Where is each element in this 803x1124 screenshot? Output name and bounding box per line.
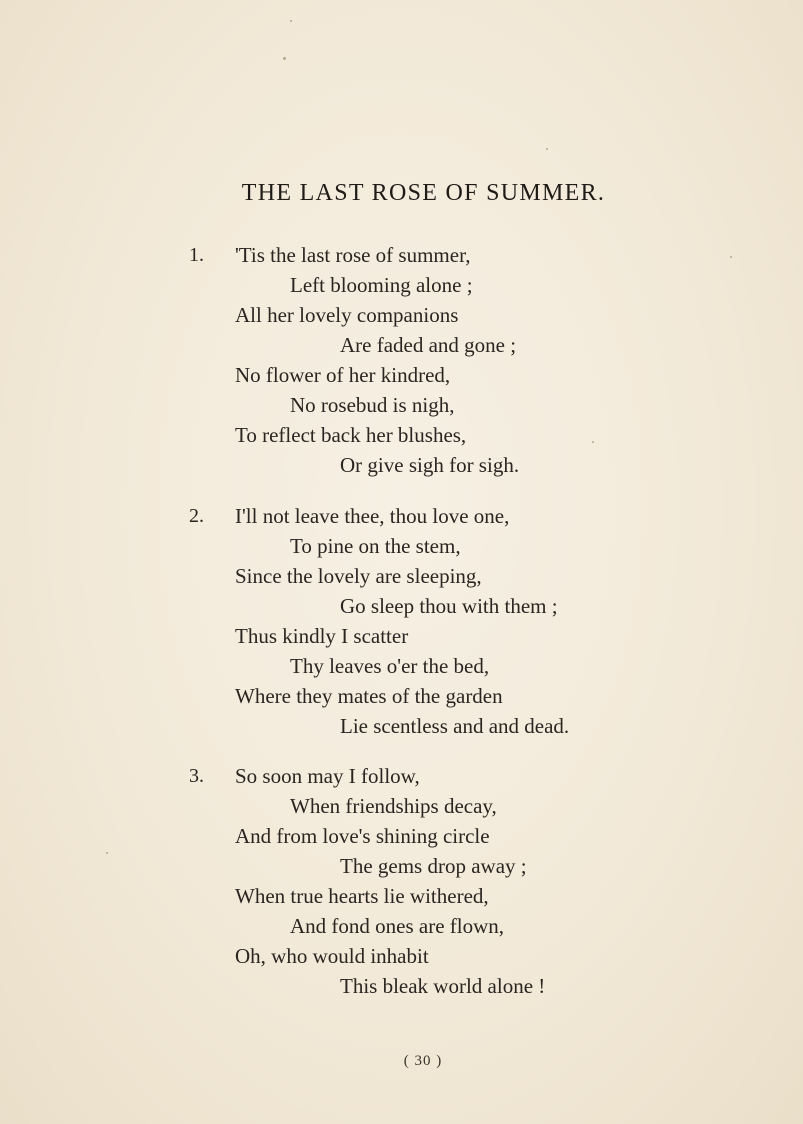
verse-line: This bleak world alone ! [340,974,546,998]
paper-speck [283,57,286,60]
verse-line: No flower of her kindred, [235,363,451,387]
verse-line: To reflect back her blushes, [235,423,467,447]
stanza-number: 1. [189,244,204,266]
verse-line: Since the lovely are sleeping, [235,564,482,588]
verse-line: And fond ones are flown, [290,914,505,938]
poem-title: THE LAST ROSE OF SUMMER. [241,180,606,206]
paper-speck [106,852,108,854]
verse-line: Oh, who would inhabit [235,944,429,968]
verse-line: When true hearts lie withered, [235,884,489,908]
verse-line: Or give sigh for sigh. [340,453,520,477]
verse-line: Where they mates of the garden [235,684,503,708]
verse-line: So soon may I follow, [235,764,420,788]
verse-line: To pine on the stem, [290,534,461,558]
verse-line: No rosebud is nigh, [290,393,455,417]
verse-line: Thus kindly I scatter [235,624,409,648]
verse-line: When friendships decay, [290,794,497,818]
verse-line: Left blooming alone ; [290,273,473,297]
verse-line: And from love's shining circle [235,824,490,848]
verse-line: All her lovely companions [235,303,459,327]
verse-line: 'Tis the last rose of summer, [235,243,471,267]
verse-line: Go sleep thou with them ; [340,594,558,618]
paper-speck [730,256,732,258]
paper-speck [290,20,292,22]
verse-line: Lie scentless and and dead. [340,714,570,738]
verse-line: Thy leaves o'er the bed, [290,654,490,678]
verse-line: Are faded and gone ; [340,333,517,357]
page-number: ( 30 ) [403,1053,443,1069]
verse-line: I'll not leave thee, thou love one, [235,504,510,528]
stanza-number: 3. [189,765,204,787]
stanza-number: 2. [189,505,204,527]
paper-speck [592,441,594,443]
verse-line: The gems drop away ; [340,854,527,878]
paper-speck [546,148,548,150]
